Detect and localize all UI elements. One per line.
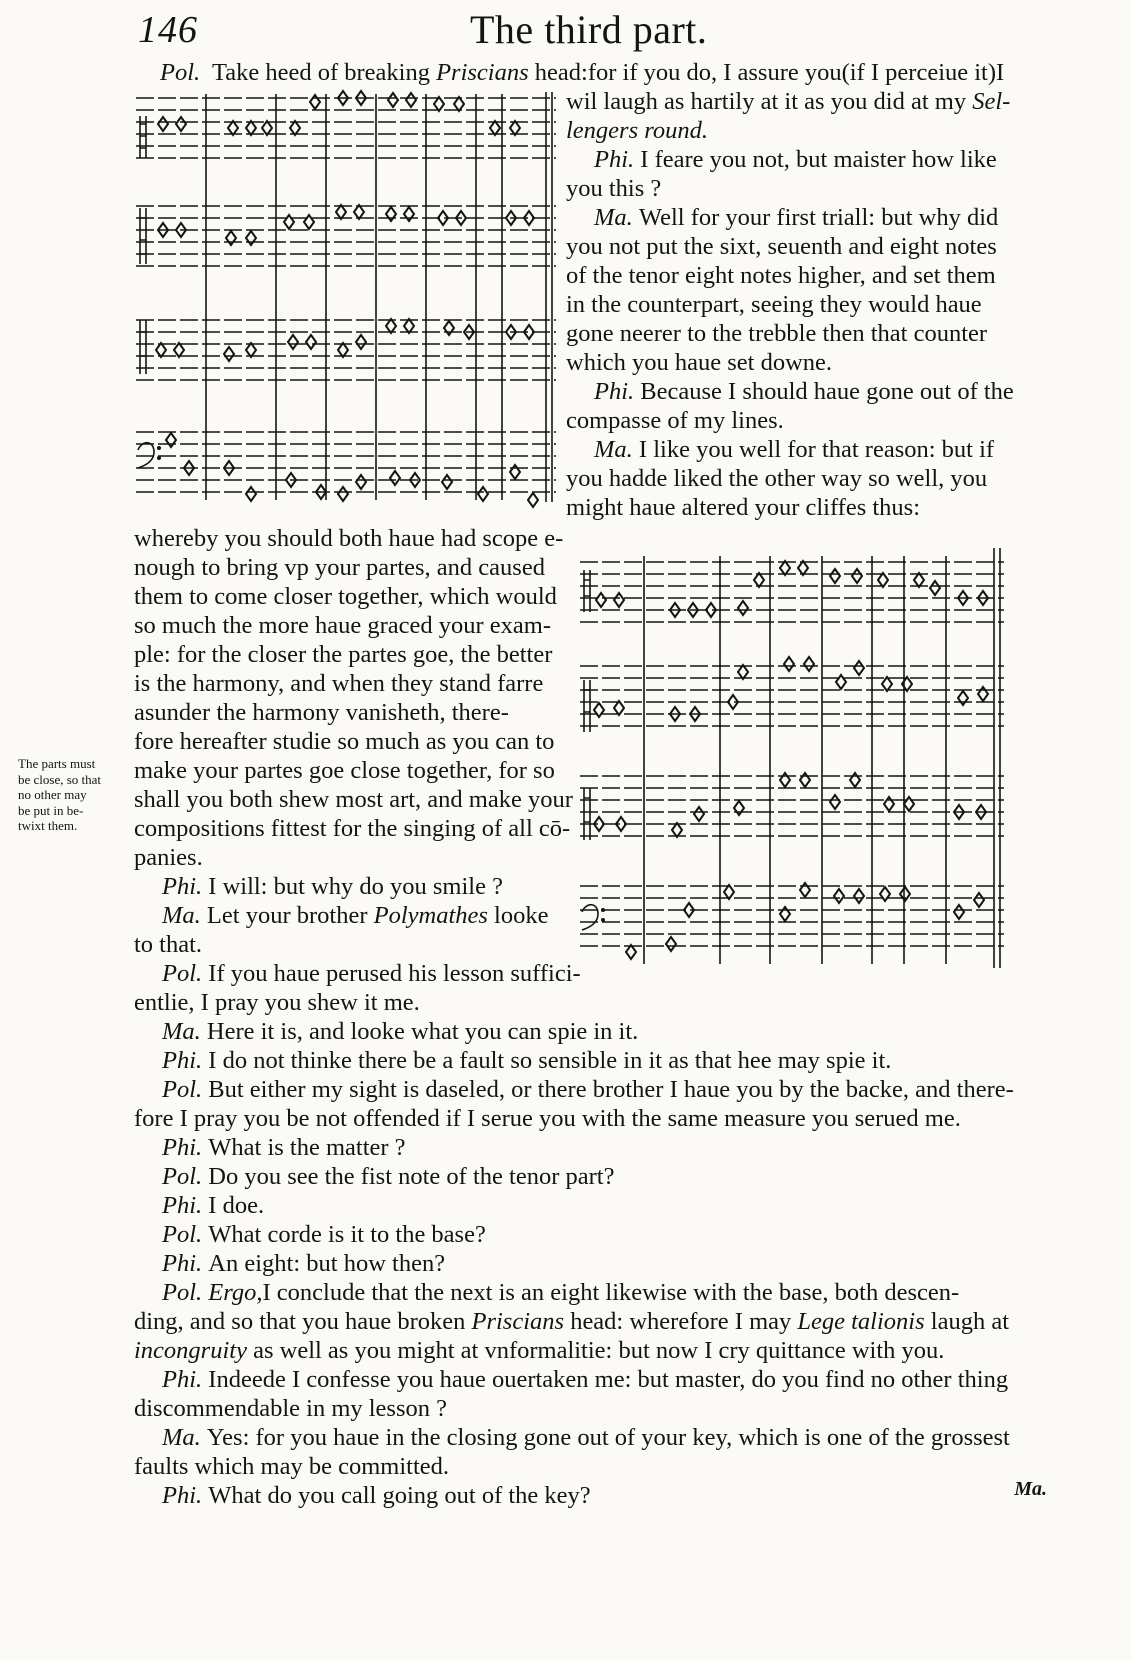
text-line: so much the more haue graced your exam- xyxy=(134,612,552,639)
text-line: Ma. I like you well for that reason: but if xyxy=(594,436,995,463)
text-line: faults which may be committed. xyxy=(134,1453,450,1480)
text-line: you this ? xyxy=(566,175,662,202)
text-line: which you haue set downe. xyxy=(566,349,833,376)
text-line: you hadde liked the other way so well, you xyxy=(566,465,988,492)
text-line: Phi. I do not thinke there be a fault so sensible in it as that hee may spie it. xyxy=(162,1047,892,1074)
text-line: fore hereafter studie so much as you can to xyxy=(134,728,555,755)
text-line: them to come closer together, which would xyxy=(134,583,557,610)
catchword: Ma. xyxy=(1014,1478,1047,1500)
text-line: compasse of my lines. xyxy=(566,407,784,434)
text-line: wil laugh as hartily at it as you did at my Sel- xyxy=(566,88,1011,115)
text-line: Pol. If you haue perused his lesson suffici- xyxy=(162,960,581,987)
music-example-2 xyxy=(574,540,1008,980)
text-line: gone neerer to the trebble then that counter xyxy=(566,320,988,347)
text-line: ple: for the closer the partes goe, the better xyxy=(134,641,553,668)
text-line: Phi. I feare you not, but maister how like xyxy=(594,146,997,173)
text-line: Pol. What corde is it to the base? xyxy=(162,1221,486,1248)
text-line: Phi. I doe. xyxy=(162,1192,265,1219)
text-line: entlie, I pray you shew it me. xyxy=(134,989,420,1016)
text-line: Phi. Indeede I confesse you haue ouertaken me: but master, do you find no other thing xyxy=(162,1366,1009,1393)
text-line: shall you both shew most art, and make your xyxy=(134,786,573,813)
text-line: Pol. Ergo,I conclude that the next is an eight likewise with the base, both descen- xyxy=(162,1279,960,1306)
text-line: asunder the harmony vanisheth, there- xyxy=(134,699,509,726)
page-number: 146 xyxy=(138,9,198,51)
text-line: of the tenor eight notes higher, and set them xyxy=(566,262,996,289)
text-line: fore I pray you be not offended if I serue you with the same measure you serued me. xyxy=(134,1105,961,1132)
text-line: Ma. Here it is, and looke what you can spie in it. xyxy=(162,1018,639,1045)
text-line: Phi. What do you call going out of the key? xyxy=(162,1482,591,1509)
text-line: in the counterpart, seeing they would haue xyxy=(566,291,982,318)
text-line: is the harmony, and when they stand farre xyxy=(134,670,544,697)
text-line: Pol. Take heed of breaking Priscians head:for if you do, I assure you(if I perceiue it)I xyxy=(160,59,1005,86)
text-line: Ma. Yes: for you haue in the closing gone out of your key, which is one of the grossest xyxy=(162,1424,1010,1451)
margin-note: The parts must be close, so that no other may be put in be- twixt them. xyxy=(18,756,102,833)
text-line: Ma. Well for your first triall: but why did xyxy=(594,204,999,231)
text-line: discommendable in my lesson ? xyxy=(134,1395,447,1422)
text-line: you not put the sixt, seuenth and eight notes xyxy=(566,233,997,260)
text-line: Phi. What is the matter ? xyxy=(162,1134,406,1161)
text-line: Pol. But either my sight is daseled, or there brother I haue you by the backe, and there- xyxy=(162,1076,1014,1103)
text-line: Phi. An eight: but how then? xyxy=(162,1250,446,1277)
text-line: nough to bring vp your partes, and caused xyxy=(134,554,545,581)
music-example-1 xyxy=(132,88,560,520)
text-line: make your partes goe close together, for so xyxy=(134,757,555,784)
running-title: The third part. xyxy=(470,7,708,52)
text-line: Ma. Let your brother Polymathes looke xyxy=(162,902,549,929)
text-line: whereby you should both haue had scope e- xyxy=(134,525,564,552)
text-line: Phi. I will: but why do you smile ? xyxy=(162,873,503,900)
text-line: Pol. Do you see the fist note of the tenor part? xyxy=(162,1163,615,1190)
text-line: lengers round. xyxy=(566,117,708,144)
text-line: to that. xyxy=(134,931,203,958)
text-line: might haue altered your cliffes thus: xyxy=(566,494,921,521)
text-line: compositions fittest for the singing of all cō- xyxy=(134,815,571,842)
text-line: Phi. Because I should haue gone out of the xyxy=(594,378,1014,405)
text-line: ding, and so that you haue broken Priscians head: wherefore I may Lege talionis laugh at xyxy=(134,1308,1010,1335)
text-line: panies. xyxy=(134,844,203,871)
text-line: incongruity as well as you might at vnformalitie: but now I cry quittance with you. xyxy=(134,1337,945,1364)
